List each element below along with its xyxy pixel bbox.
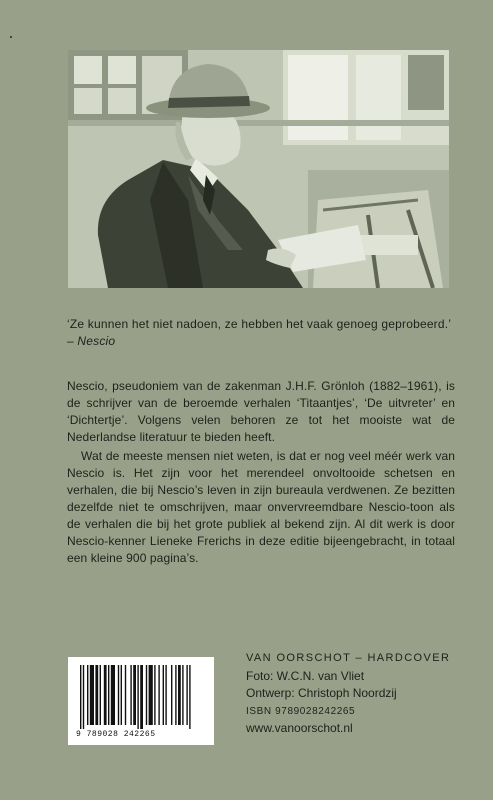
credits-block — [246, 650, 466, 738]
publisher-website: www.vanoorschot.nl — [246, 721, 353, 735]
author-photo — [68, 50, 449, 288]
quote-dash: – — [67, 334, 78, 348]
quote-text: ‘Ze kunnen het niet nadoen, ze hebben het vaak genoeg geprobeerd.’ — [67, 317, 451, 331]
blurb-paragraph-1: Nescio, pseudoniem van de zakenman J.H.F. Grönloh (1882–1961), is de schrijver van de beroemde verhalen ‘Titaantjes’, ‘De uitvreter’ en ‘Dichtertje’. Volgens velen behoren ze tot het mooiste wat de Nederlandse literatuur te bieden heeft. — [67, 379, 455, 444]
barcode-digits: 9 789028 242265 — [76, 730, 156, 739]
author-photo-illustration — [68, 50, 449, 288]
blurb — [67, 378, 455, 567]
isbn-barcode — [68, 657, 214, 745]
pull-quote — [67, 316, 457, 350]
design-credit: Ontwerp: Christoph Noordzij — [246, 686, 397, 700]
blurb-paragraph-2: Wat de meeste mensen niet weten, is dat er nog veel méér werk van Nescio is. Het zijn voor het merendeel onvoltooide schetsen en verhalen, die bij Nescio’s leven in zijn bureaula verdwenen. Ze bezitten dezelfde niet te omschrijven, maar onvervreemdbare Nescio-toon als de verhalen die bij het grote publiek al bekend zijn. Al dit werk is door Nescio-kenner Lieneke Frerichs in deze editie bijeengebracht, in totaal een kleine 900 pagina’s. — [67, 449, 455, 565]
publisher-line: VAN OORSCHOT – HARDCOVER — [246, 652, 451, 664]
quote-attribution: Nescio — [77, 334, 116, 348]
photo-credit: Foto: W.C.N. van Vliet — [246, 668, 365, 683]
isbn-text: ISBN 9789028242265 — [246, 705, 356, 717]
print-speck — [10, 36, 12, 38]
